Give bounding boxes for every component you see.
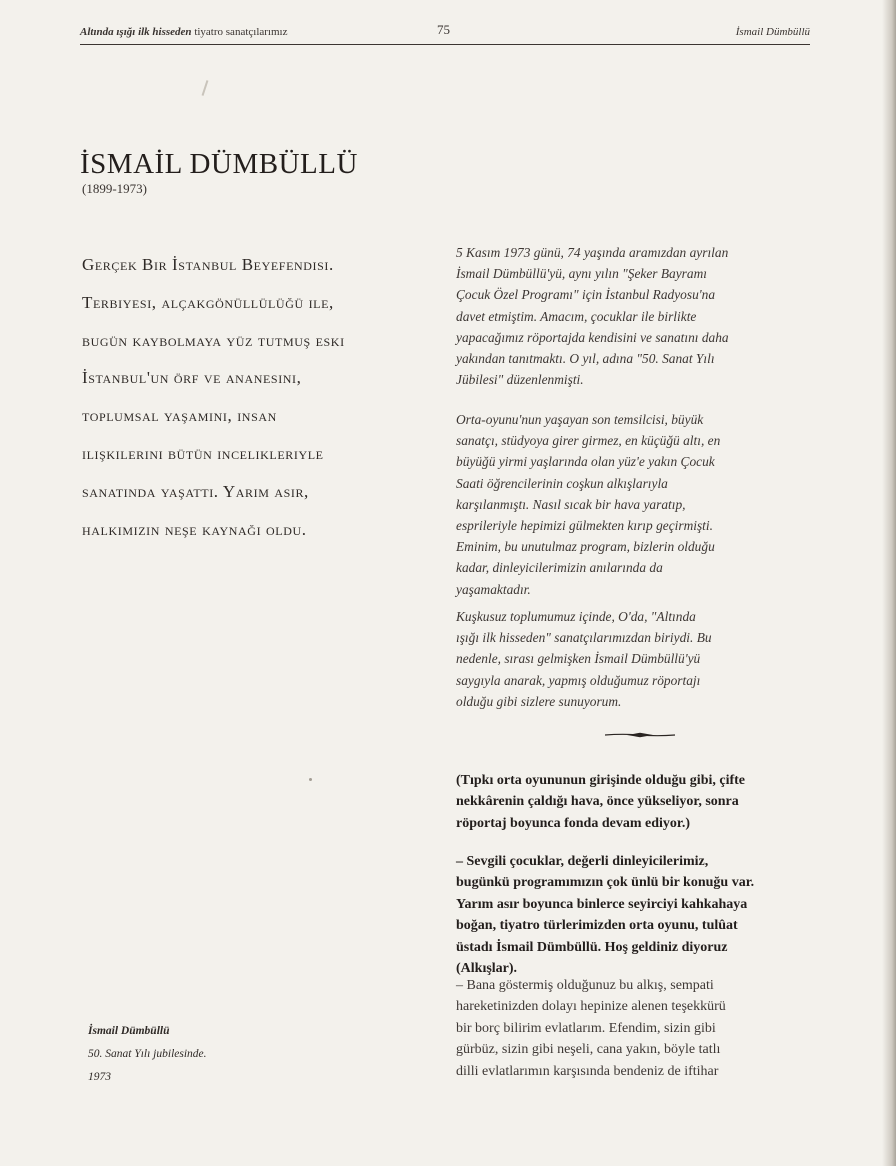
life-dates: (1899-1973) [82,181,147,196]
photo-caption [88,1020,207,1089]
text-line: Jübilesi" düzenlenmişti. [456,372,584,388]
section-divider-ornament [605,731,675,739]
text-line: yakından tanıtmaktı. O yıl, adına "50. Sanat Yılı [456,351,715,367]
caption-event: 50. Sanat Yılı jubilesinde. [88,1048,207,1060]
page-edge-shadow [882,0,896,1166]
text-line: bugünkü programımızın çok ünlü bir konuğu var. [456,875,755,891]
header-rule [80,44,810,45]
text-line: Orta-oyunu'nun yaşayan son temsilcisi, büyük [456,412,704,427]
stage-direction [456,770,828,834]
text-line: gürbüz, sizin gibi neşeli, cana yakın, böyle tatlı [456,1042,721,1058]
caption-year: 1973 [88,1071,111,1083]
header-chapter-name: İsmail Dümbüllü [735,26,810,38]
text-line: röportaj boyunca fonda devam ediyor.) [456,815,690,831]
interviewer-question [456,851,828,979]
paragraph-studio-visit [456,409,816,600]
text-line: karşılanmıştı. Nasıl sıcak bir hava yaratıp, [456,496,686,512]
scan-speck [309,778,312,781]
caption-name: İsmail Dümbüllü [88,1025,170,1037]
text-line: sanatçı, stüdyoya girer girmez, en küçüğü altı, en [456,433,721,449]
text-line: (Tıpkı orta oyununun girişinde olduğu gibi, çifte [456,773,746,788]
intro-line: Gerçek Bir İstanbul Beyefendisi. [82,255,334,274]
intro-line: bugün kaybolmaya yüz tutmuş eski [82,330,345,350]
text-line: Saati öğrencilerinin coşkun alkışlarıyla [456,475,668,491]
intro-line: Terbiyesi, alçakgönüllülüğü ile, [82,292,334,312]
text-line: dilli evlatlarımın karşısında bendeniz de iftihar [456,1063,719,1079]
text-line: saygıyla anarak, yapmış olduğumuz röportajı [456,672,701,688]
text-line: boğan, tiyatro türlerimizden orta oyunu, tulûat [456,918,738,934]
text-line: hareketinizden dolayı hepinize alenen teşekkürü [456,999,726,1015]
text-line: esprileriyle hepimizi gülmekten kırıp geçirmişti. [456,518,713,534]
text-line: Yarım asır boyunca binlerce seyirciyi kahkahaya [456,896,748,912]
text-line: Eminim, bu unutulmaz program, bizlerin olduğu [456,539,715,555]
header-section-title: Altında ışığı ilk hisseden tiyatro sanatçılarımız [80,26,288,38]
text-line: ışığı ilk hisseden" sanatçılarımızdan biriydi. Bu [456,630,712,646]
intro-line: sanatında yaşattı. Yarım asır, [82,481,309,501]
text-line: davet etmiştim. Amacım, çocuklar ile birlikte [456,308,697,324]
intro-line: toplumsal yaşamını, insan [82,406,277,426]
text-line: İsmail Dümbüllü'yü, aynı yılın "Şeker Bayramı [456,266,707,282]
text-line: (Alkışlar). [456,961,518,977]
text-line: Kuşkusuz toplumumuz içinde, O'da, "Altında [456,609,696,624]
guest-answer [456,975,828,1082]
page-title: İSMAİL DÜMBÜLLÜ [80,148,358,180]
text-line: yapacağımız röportajda kendisini ve sanatını daha [456,329,729,345]
text-line: bir borç bilirim evlatlarım. Efendim, sizin gibi [456,1020,716,1036]
text-line: nekkârenin çaldığı hava, önce yükseliyor, sonra [456,794,739,810]
text-line: olduğu gibi sizlere sunuyorum. [456,693,622,709]
intro-line: İstanbul'un örf ve ananesini, [82,368,302,388]
text-line: Çocuk Özel Programı" için İstanbul Radyosu'na [456,287,716,303]
text-line: yaşamaktadır. [456,581,531,597]
paragraph-intro-story [456,242,816,390]
intro-line: ilişkilerini bütün inceliklerıyle [82,443,324,463]
running-header [80,22,810,42]
intro-text [82,246,442,548]
text-line: büyüğü yirmi yaşlarında olan yüz'e yakın Çocuk [456,454,715,470]
scan-mark [202,80,209,96]
text-line: 5 Kasım 1973 günü, 74 yaşında aramızdan ayrılan [456,245,729,260]
text-line: – Bana göstermiş olduğunuz bu alkış, sempati [456,978,714,993]
paragraph-dedication [456,606,816,712]
page-number: 75 [437,22,450,37]
text-line: üstadı İsmail Dümbüllü. Hoş geldiniz diyoruz [456,939,728,955]
text-line: kadar, dinleyicilerimizin anılarında da [456,560,663,576]
text-line: – Sevgili çocuklar, değerli dinleyicilerimiz, [456,854,709,869]
text-line: nedenle, sırası gelmişken İsmail Dümbüllü'yü [456,651,701,667]
intro-line: halkımızın neşe kaynağı oldu. [82,519,307,539]
